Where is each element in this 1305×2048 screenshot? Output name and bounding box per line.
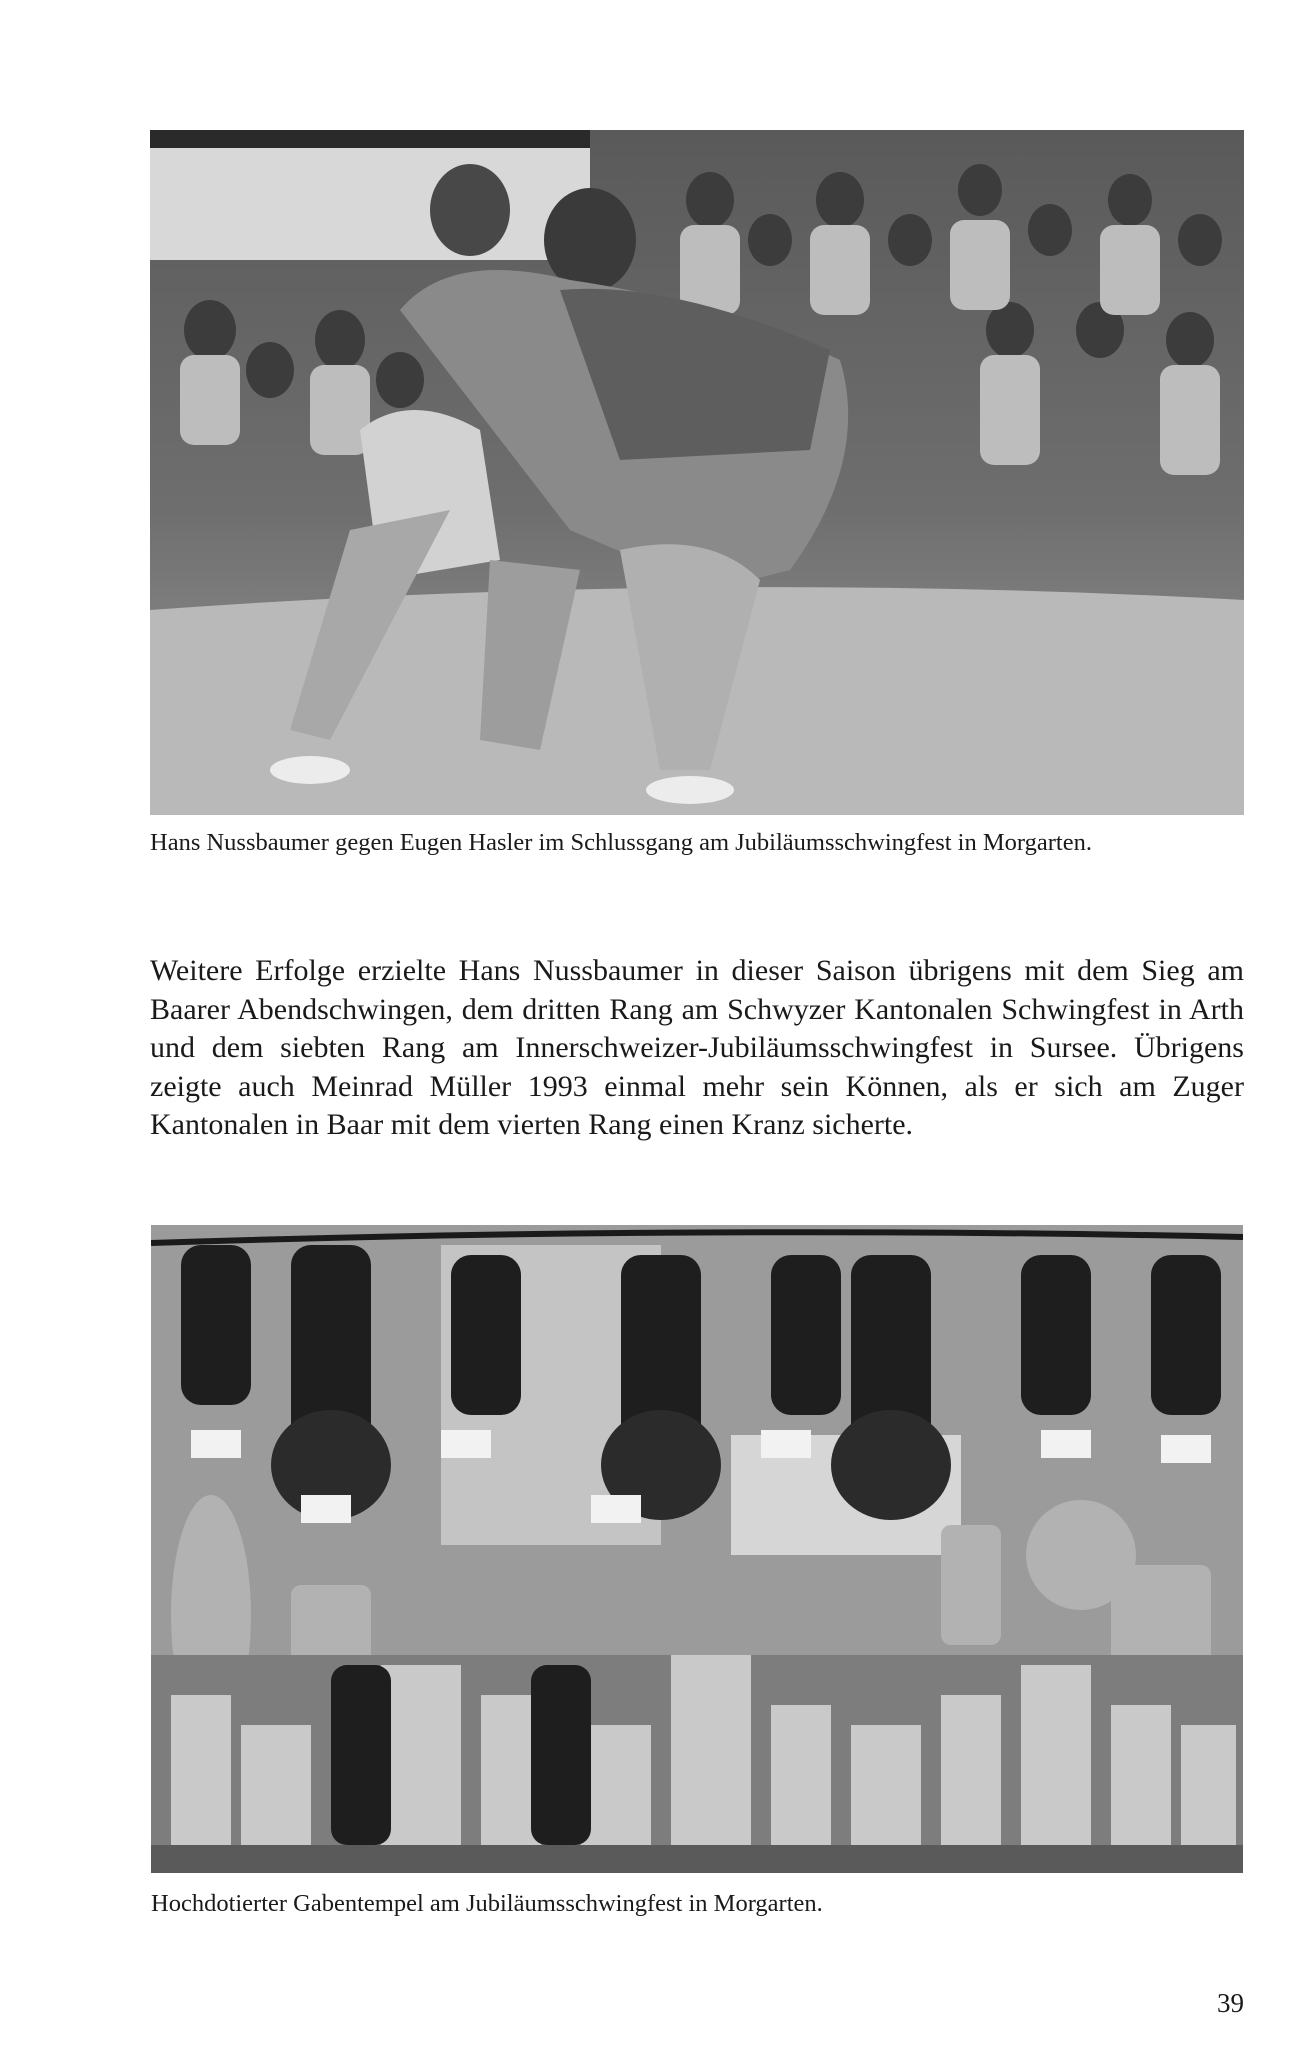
- page-number: 39: [1217, 1988, 1244, 2018]
- wrestling-photo-graphic: [150, 130, 1244, 815]
- figure-caption: Hochdotierter Gabentempel am Jubiläumsschwingfest in Morgarten.: [151, 1890, 823, 1917]
- prize-table-photo-graphic: [151, 1225, 1243, 1873]
- photo-wrestling-match: [150, 130, 1244, 815]
- figure-caption: Hans Nussbaumer gegen Eugen Hasler im Schlussgang am Jubiläumsschwingfest in Morgarten.: [150, 829, 1092, 856]
- photo-prize-table: [151, 1225, 1243, 1873]
- body-paragraph: Weitere Erfolge erzielte Hans Nussbaumer in dieser Saison übrigens mit dem Sieg am Baarer Abendschwingen, dem dritten Rang am Schwyzer Kantonalen Schwingfest in Arth und dem siebten Rang am Innerschweizer-Jubiläumsschwingfest in Sursee. Übrigens zeigte auch Meinrad Müller 1993 einmal mehr sein Können, als er sich am Zuger Kantonalen in Baar mit dem vierten Rang einen Kranz sicherte.: [150, 954, 1244, 1141]
